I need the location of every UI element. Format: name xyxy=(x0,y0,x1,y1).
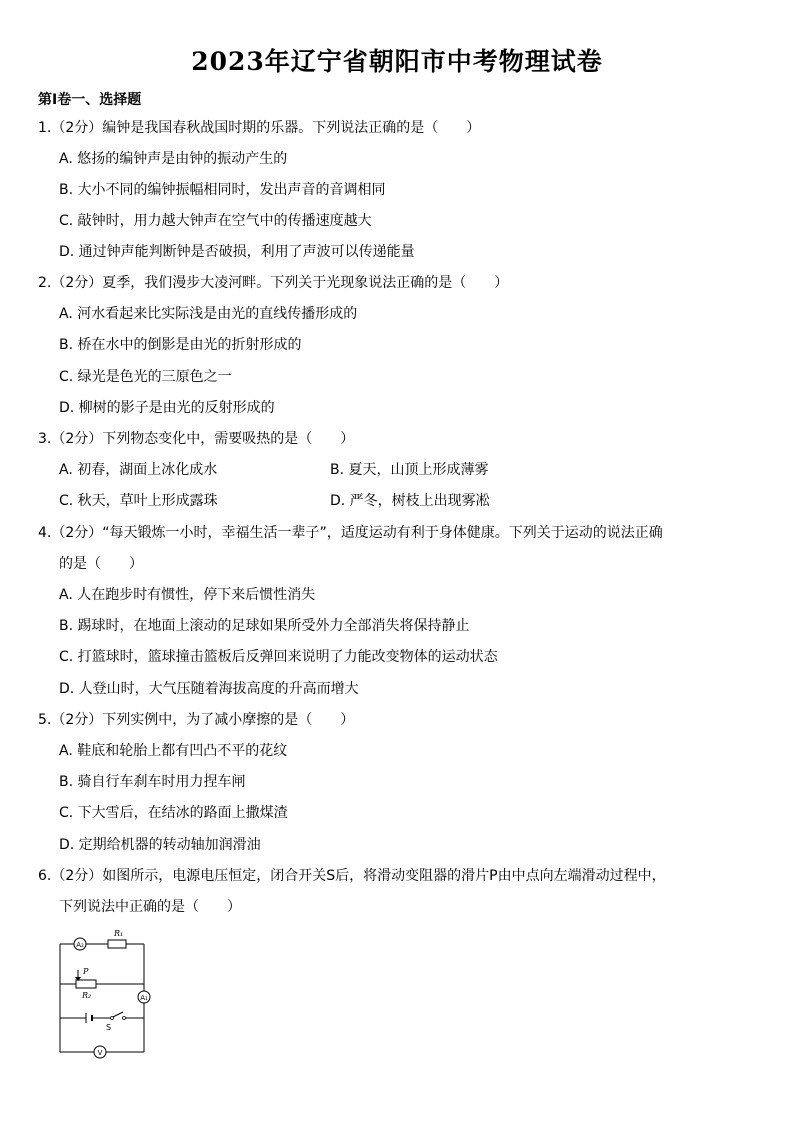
question-1-option-b: B. 大小不同的编钟振幅相同时，发出声音的音调相同 xyxy=(59,182,386,198)
resistor-r1 xyxy=(108,940,126,948)
resistor-r2-label: R₂ xyxy=(82,991,92,1000)
question-4-stem: 4.（2分）“每天锻炼一小时，幸福生活一辈子”，适度运动有利于身体健康。下列关于运动的说法正确 xyxy=(38,525,663,541)
question-1-stem: 1.（2分）编钟是我国春秋战国时期的乐器。下列说法正确的是（ ） xyxy=(38,120,481,136)
question-5-option-b: B. 骑自行车刹车时用力捏车闸 xyxy=(59,774,246,790)
voltmeter-label: V xyxy=(97,1049,103,1057)
page-title: 2023年辽宁省朝阳市中考物理试卷 xyxy=(191,47,603,76)
circuit-diagram xyxy=(52,926,162,1061)
question-6-stem-continued: 下列说法中正确的是（ ） xyxy=(59,899,241,915)
question-3-option-a: A. 初春，湖面上冰化成水 xyxy=(59,462,218,478)
question-1-option-d: D. 通过钟声能判断钟是否破损，利用了声波可以传递能量 xyxy=(59,244,415,260)
question-2-stem: 2.（2分）夏季，我们漫步大凌河畔。下列关于光现象说法正确的是（ ） xyxy=(38,275,509,291)
question-3-stem: 3.（2分）下列物态变化中，需要吸热的是（ ） xyxy=(38,431,355,447)
question-1-option-c: C. 敲钟时，用力越大钟声在空气中的传播速度越大 xyxy=(59,213,372,229)
section-heading: 第Ⅰ卷一、选择题 xyxy=(38,92,142,108)
switch-icon xyxy=(111,1012,126,1020)
question-5-option-d: D. 定期给机器的转动轴加润滑油 xyxy=(59,837,261,853)
question-1-option-a: A. 悠扬的编钟声是由钟的振动产生的 xyxy=(59,151,288,167)
question-2-option-b: B. 桥在水中的倒影是由光的折射形成的 xyxy=(59,337,302,353)
question-3-option-d: D. 严冬，树枝上出现雾凇 xyxy=(330,493,490,509)
switch-s-label: S xyxy=(106,1023,112,1032)
resistor-r1-label: R₁ xyxy=(114,929,124,938)
question-5-option-a: A. 鞋底和轮胎上都有凹凸不平的花纹 xyxy=(59,743,288,759)
question-2-option-c: C. 绿光是色光的三原色之一 xyxy=(59,369,232,385)
ammeter-a2-label: A₂ xyxy=(76,941,84,949)
question-3-option-b: B. 夏天，山顶上形成薄雾 xyxy=(330,462,489,478)
question-2-option-d: D. 柳树的影子是由光的反射形成的 xyxy=(59,400,275,416)
question-2-option-a: A. 河水看起来比实际浅是由光的直线传播形成的 xyxy=(59,306,358,322)
slider-p-label: P xyxy=(83,967,89,976)
question-4-stem-continued: 的是（ ） xyxy=(59,556,143,572)
question-4-option-a: A. 人在跑步时有惯性，停下来后惯性消失 xyxy=(59,587,316,603)
question-5-option-c: C. 下大雪后，在结冰的路面上撒煤渣 xyxy=(59,805,288,821)
resistor-r2 xyxy=(76,980,96,988)
question-6-stem: 6.（2分）如图所示，电源电压恒定，闭合开关S后，将滑动变阻器的滑片P由中点向左端滑动过程中， xyxy=(38,868,666,884)
question-4-option-d: D. 人登山时，大气压随着海拔高度的升高而增大 xyxy=(59,681,359,697)
ammeter-a1-label: A₁ xyxy=(140,994,148,1002)
question-5-stem: 5.（2分）下列实例中，为了减小摩擦的是（ ） xyxy=(38,712,355,728)
question-4-option-c: C. 打篮球时，篮球撞击篮板后反弹回来说明了力能改变物体的运动状态 xyxy=(59,649,498,665)
question-3-option-c: C. 秋天，草叶上形成露珠 xyxy=(59,493,218,509)
battery-icon xyxy=(86,1013,92,1023)
question-4-option-b: B. 踢球时，在地面上滚动的足球如果所受外力全部消失将保持静止 xyxy=(59,618,470,634)
